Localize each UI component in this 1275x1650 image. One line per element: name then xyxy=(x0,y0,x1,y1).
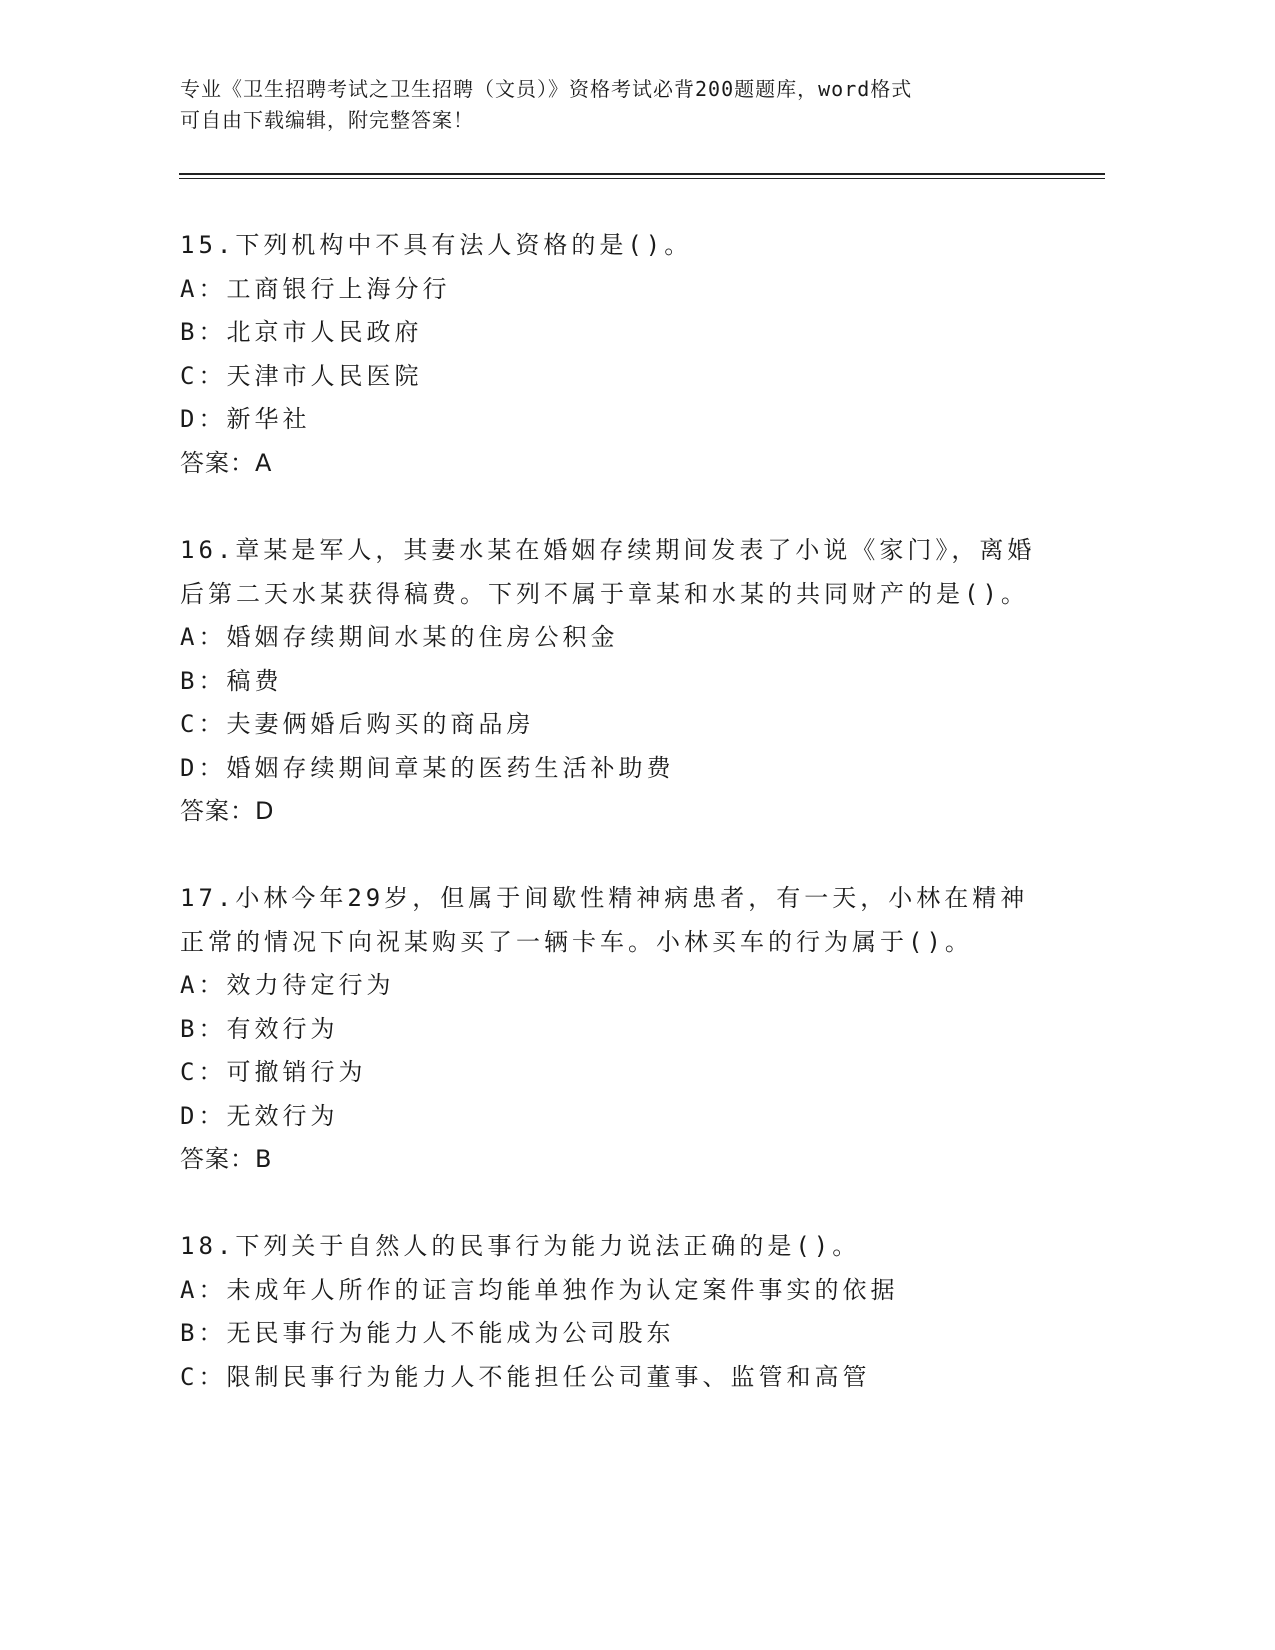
question-16 xyxy=(180,529,1060,834)
header-divider-thick xyxy=(179,173,1105,175)
question-stem-line-2: 后第二天水某获得稿费。下列不属于章某和水某的共同财产的是()。 xyxy=(180,579,1029,608)
answer: 答案：D xyxy=(180,797,275,825)
option-d: D：婚姻存续期间章某的医药生活补助费 xyxy=(180,753,675,782)
question-15 xyxy=(180,224,1060,485)
header-line-1: 专业《卫生招聘考试之卫生招聘（文员）》资格考试必背200题题库，word格式 xyxy=(180,77,913,101)
option-b: B：有效行为 xyxy=(180,1014,339,1043)
option-b: B：北京市人民政府 xyxy=(180,318,423,346)
question-stem-line-1: 17.小林今年29岁，但属于间歇性精神病患者，有一天，小林在精神 xyxy=(180,884,1029,912)
question-17 xyxy=(180,877,1060,1182)
option-a: A：工商银行上海分行 xyxy=(180,274,451,303)
answer: 答案：A xyxy=(180,448,273,477)
question-stem-line-2: 正常的情况下向祝某购买了一辆卡车。小林买车的行为属于()。 xyxy=(180,927,973,956)
question-stem: 15.下列机构中不具有法人资格的是()。 xyxy=(180,231,693,259)
question-stem: 18.下列关于自然人的民事行为能力说法正确的是()。 xyxy=(180,1232,861,1260)
option-c: C：夫妻俩婚后购买的商品房 xyxy=(180,710,535,738)
question-stem-line-1: 16.章某是军人，其妻水某在婚姻存续期间发表了小说《家门》，离婚 xyxy=(180,536,1036,564)
option-d: D：新华社 xyxy=(180,405,311,433)
option-c: C：可撤销行为 xyxy=(180,1058,367,1086)
answer: 答案：B xyxy=(180,1145,273,1173)
option-a: A：婚姻存续期间水某的住房公积金 xyxy=(180,623,619,651)
question-18 xyxy=(180,1225,1060,1399)
option-c: C：限制民事行为能力人不能担任公司董事、监管和高管 xyxy=(180,1362,871,1391)
header-line-2: 可自由下载编辑，附完整答案！ xyxy=(180,108,474,132)
option-a: A：未成年人所作的证言均能单独作为认定案件事实的依据 xyxy=(180,1275,899,1304)
option-b: B：无民事行为能力人不能成为公司股东 xyxy=(180,1319,675,1347)
option-c: C：天津市人民医院 xyxy=(180,361,423,390)
header-divider-thin xyxy=(179,178,1105,179)
option-b: B：稿费 xyxy=(180,666,283,695)
option-d: D：无效行为 xyxy=(180,1101,339,1130)
document-header xyxy=(180,74,1080,136)
option-a: A：效力待定行为 xyxy=(180,971,395,999)
